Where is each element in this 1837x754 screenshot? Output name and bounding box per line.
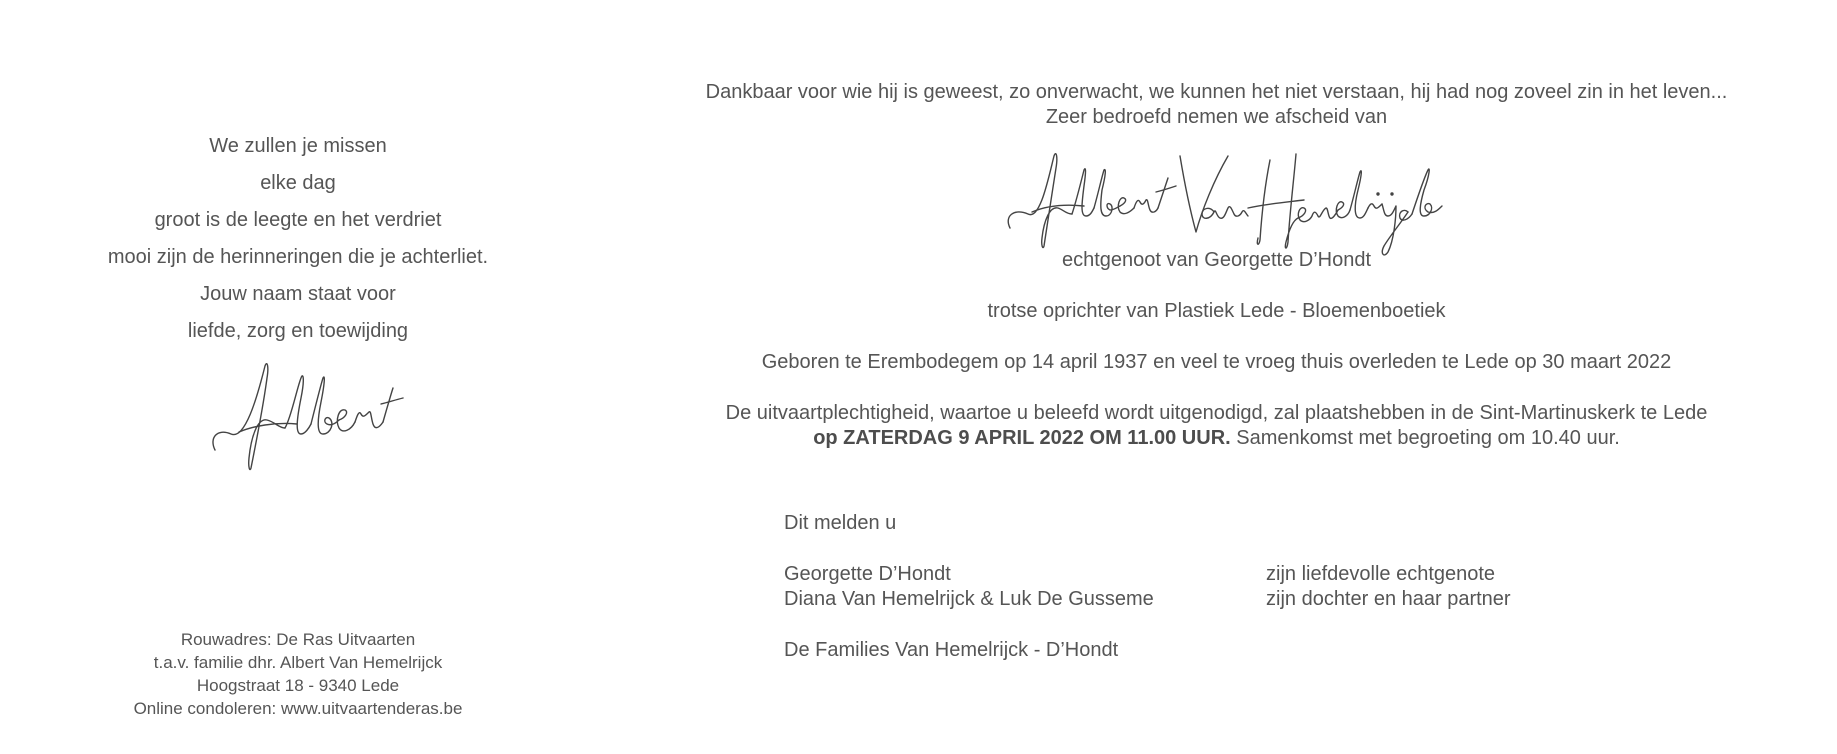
spouse-line: echtgenoot van Georgette D’Hondt: [1061, 249, 1372, 271]
intro-line-2: Zeer bedroefd nemen we afscheid van: [1045, 106, 1388, 128]
poem-line: groot is de leegte en het verdriet: [154, 209, 442, 231]
poem: [0, 128, 596, 350]
mourner-relation: zijn liefdevolle echtgenote: [1266, 563, 1496, 585]
mourner-name: Georgette D’Hondt: [784, 563, 951, 585]
mourner-relation: zijn dochter en haar partner: [1266, 588, 1511, 610]
signature-full-name: [1004, 150, 1444, 260]
founder-line: trotse oprichter van Plastiek Lede - Bloemenboetiek: [987, 300, 1446, 322]
right-panel: [596, 0, 1837, 754]
intro-text: [596, 80, 1837, 130]
intro-line-1: Dankbaar voor wie hij is geweest, zo onverwacht, we kunnen het niet verstaan, hij had nog zoveel zin in het leven...: [705, 81, 1728, 103]
address-line: Hoogstraat 18 - 9340 Lede: [196, 676, 400, 695]
birth-death-line: Geboren te Erembodegem op 14 april 1937 en veel te vroeg thuis overleden te Lede op 30 maart 2022: [761, 351, 1672, 373]
poem-line: liefde, zorg en toewijding: [187, 320, 409, 342]
funeral-line-1: De uitvaartplechtigheid, waartoe u beleefd wordt uitgenodigd, zal plaatshebben in de Sint-Martinuskerk te Lede: [725, 402, 1708, 424]
families-line: De Families Van Hemelrijck - D’Hondt: [784, 639, 1119, 661]
signature-albert: [205, 358, 405, 478]
funeral-info: [596, 401, 1837, 451]
address-line: Rouwadres: De Ras Uitvaarten: [180, 630, 416, 649]
poem-line: mooi zijn de herinneringen die je achterliet.: [107, 246, 489, 268]
address-line: Online condoleren: www.uitvaartenderas.be: [133, 699, 463, 718]
funeral-gathering: Samenkomst met begroeting om 10.40 uur.: [1230, 427, 1620, 449]
funeral-date-time: op ZATERDAG 9 APRIL 2022 OM 11.00 UUR.: [813, 427, 1231, 449]
announce-line: Dit melden u: [784, 512, 897, 534]
poem-line: elke dag: [260, 172, 336, 194]
address-line: t.a.v. familie dhr. Albert Van Hemelrijck: [153, 653, 443, 672]
funeral-line-2: [596, 426, 1837, 451]
poem-line: Jouw naam staat voor: [200, 283, 396, 305]
mourning-address: [0, 628, 596, 720]
poem-line: We zullen je missen: [209, 135, 387, 157]
mourner-name: Diana Van Hemelrijck & Luk De Gusseme: [784, 588, 1154, 610]
left-panel: [0, 0, 596, 754]
